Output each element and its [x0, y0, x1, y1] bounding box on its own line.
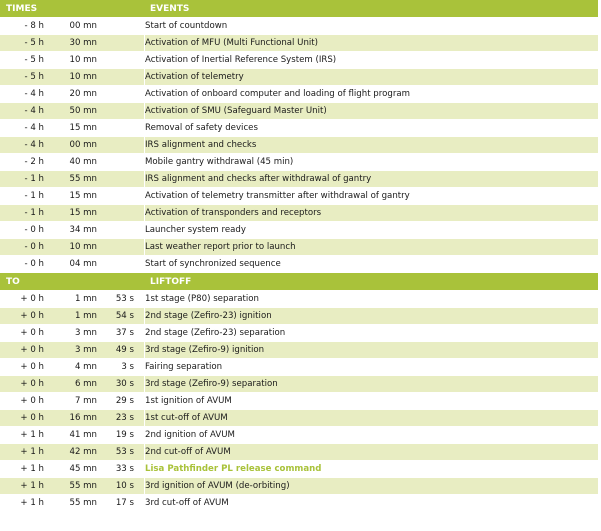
countdown-row	[0, 188, 598, 205]
time-seconds: 19 s	[97, 427, 134, 444]
flight-row	[0, 291, 598, 308]
header-gap	[134, 273, 144, 291]
time-seconds	[97, 103, 134, 120]
time-hours: + 0 h	[0, 325, 44, 342]
event-text: 2nd stage (Zefiro-23) ignition	[144, 308, 598, 325]
countdown-row	[0, 137, 598, 154]
event-text: Activation of Inertial Reference System (IRS)	[144, 52, 598, 69]
column-gap	[134, 103, 144, 120]
time-hours: + 0 h	[0, 376, 44, 393]
time-hours: + 1 h	[0, 461, 44, 478]
time-minutes: 50 mn	[44, 103, 97, 120]
event-text: 2nd cut-off of AVUM	[144, 444, 598, 461]
time-hours: + 0 h	[0, 308, 44, 325]
column-gap	[134, 427, 144, 444]
time-hours: - 4 h	[0, 120, 44, 137]
time-hours: - 0 h	[0, 239, 44, 256]
time-minutes: 00 mn	[44, 137, 97, 154]
time-hours: + 0 h	[0, 359, 44, 376]
event-text: Activation of transponders and receptors	[144, 205, 598, 222]
column-gap	[134, 461, 144, 478]
time-seconds: 17 s	[97, 495, 134, 512]
flight-row	[0, 376, 598, 393]
time-hours: - 8 h	[0, 18, 44, 35]
time-seconds	[97, 188, 134, 205]
countdown-row	[0, 18, 598, 35]
event-text: Last weather report prior to launch	[144, 239, 598, 256]
time-hours: - 5 h	[0, 52, 44, 69]
countdown-row	[0, 52, 598, 69]
flight-row	[0, 461, 598, 478]
flight-row	[0, 342, 598, 359]
liftoff-header: LIFTOFF	[144, 273, 598, 291]
time-minutes: 04 mn	[44, 256, 97, 273]
time-seconds	[97, 154, 134, 171]
time-seconds: 54 s	[97, 308, 134, 325]
event-text: 1st ignition of AVUM	[144, 393, 598, 410]
countdown-row	[0, 154, 598, 171]
time-hours: - 1 h	[0, 205, 44, 222]
countdown-row	[0, 239, 598, 256]
column-gap	[134, 376, 144, 393]
time-hours: + 0 h	[0, 410, 44, 427]
countdown-row	[0, 205, 598, 222]
event-text: 1st stage (P80) separation	[144, 291, 598, 308]
event-text: Activation of telemetry transmitter after withdrawal of gantry	[144, 188, 598, 205]
section-header-row	[0, 273, 598, 291]
time-seconds: 49 s	[97, 342, 134, 359]
highlighted-event-text: Lisa Pathfinder PL release command	[144, 461, 598, 478]
time-hours: + 0 h	[0, 342, 44, 359]
time-minutes: 45 mn	[44, 461, 97, 478]
column-gap	[134, 52, 144, 69]
event-text: Start of synchronized sequence	[144, 256, 598, 273]
time-minutes: 15 mn	[44, 120, 97, 137]
time-minutes: 6 mn	[44, 376, 97, 393]
event-text: 1st cut-off of AVUM	[144, 410, 598, 427]
time-seconds: 23 s	[97, 410, 134, 427]
column-gap	[134, 137, 144, 154]
column-gap	[134, 239, 144, 256]
event-text: 2nd stage (Zefiro-23) separation	[144, 325, 598, 342]
event-text: IRS alignment and checks after withdrawal of gantry	[144, 171, 598, 188]
time-minutes: 30 mn	[44, 35, 97, 52]
column-gap	[134, 342, 144, 359]
time-minutes: 10 mn	[44, 52, 97, 69]
event-text: Activation of MFU (Multi Functional Unit)	[144, 35, 598, 52]
flight-row	[0, 359, 598, 376]
time-hours: - 4 h	[0, 137, 44, 154]
time-minutes: 4 mn	[44, 359, 97, 376]
column-gap	[134, 222, 144, 239]
column-gap	[134, 393, 144, 410]
column-gap	[134, 18, 144, 35]
time-seconds	[97, 18, 134, 35]
time-minutes: 15 mn	[44, 205, 97, 222]
countdown-row	[0, 171, 598, 188]
column-gap	[134, 495, 144, 512]
countdown-row	[0, 103, 598, 120]
event-text: IRS alignment and checks	[144, 137, 598, 154]
time-minutes: 20 mn	[44, 86, 97, 103]
column-gap	[134, 308, 144, 325]
time-minutes: 42 mn	[44, 444, 97, 461]
column-gap	[134, 410, 144, 427]
time-hours: + 1 h	[0, 427, 44, 444]
time-seconds	[97, 239, 134, 256]
column-gap	[134, 359, 144, 376]
time-seconds	[97, 52, 134, 69]
time-hours: + 0 h	[0, 393, 44, 410]
column-gap	[134, 205, 144, 222]
time-minutes: 40 mn	[44, 154, 97, 171]
time-minutes: 10 mn	[44, 69, 97, 86]
time-hours: - 1 h	[0, 188, 44, 205]
header-gap	[134, 0, 144, 18]
time-minutes: 1 mn	[44, 308, 97, 325]
event-text: Activation of telemetry	[144, 69, 598, 86]
event-text: 3rd stage (Zefiro-9) separation	[144, 376, 598, 393]
countdown-row	[0, 69, 598, 86]
time-seconds: 10 s	[97, 478, 134, 495]
time-seconds	[97, 86, 134, 103]
time-seconds	[97, 222, 134, 239]
countdown-row	[0, 222, 598, 239]
countdown-row	[0, 256, 598, 273]
time-seconds	[97, 35, 134, 52]
time-minutes: 00 mn	[44, 18, 97, 35]
time-hours: - 5 h	[0, 69, 44, 86]
countdown-row	[0, 120, 598, 137]
flight-row	[0, 478, 598, 495]
flight-row	[0, 410, 598, 427]
time-seconds: 53 s	[97, 291, 134, 308]
time-minutes: 10 mn	[44, 239, 97, 256]
flight-row	[0, 325, 598, 342]
time-seconds	[97, 256, 134, 273]
time-hours: - 1 h	[0, 171, 44, 188]
events-header: EVENTS	[144, 0, 598, 18]
time-seconds	[97, 137, 134, 154]
column-gap	[134, 188, 144, 205]
event-text: 3rd stage (Zefiro-9) ignition	[144, 342, 598, 359]
time-minutes: 3 mn	[44, 325, 97, 342]
time-seconds: 33 s	[97, 461, 134, 478]
event-text: 3rd cut-off of AVUM	[144, 495, 598, 512]
column-gap	[134, 35, 144, 52]
column-gap	[134, 120, 144, 137]
event-text: 3rd ignition of AVUM (de-orbiting)	[144, 478, 598, 495]
time-hours: + 1 h	[0, 478, 44, 495]
time-hours: - 0 h	[0, 222, 44, 239]
time-hours: + 1 h	[0, 444, 44, 461]
time-minutes: 15 mn	[44, 188, 97, 205]
time-minutes: 41 mn	[44, 427, 97, 444]
column-gap	[134, 69, 144, 86]
flight-row	[0, 427, 598, 444]
event-text: Activation of SMU (Safeguard Master Unit)	[144, 103, 598, 120]
time-seconds: 3 s	[97, 359, 134, 376]
time-seconds: 53 s	[97, 444, 134, 461]
time-seconds: 29 s	[97, 393, 134, 410]
flight-row	[0, 495, 598, 512]
time-minutes: 3 mn	[44, 342, 97, 359]
column-gap	[134, 86, 144, 103]
time-minutes: 1 mn	[44, 291, 97, 308]
countdown-row	[0, 35, 598, 52]
flight-row	[0, 393, 598, 410]
column-gap	[134, 171, 144, 188]
time-hours: + 0 h	[0, 291, 44, 308]
time-minutes: 55 mn	[44, 478, 97, 495]
time-hours: - 4 h	[0, 103, 44, 120]
time-minutes: 16 mn	[44, 410, 97, 427]
column-gap	[134, 478, 144, 495]
time-hours: - 0 h	[0, 256, 44, 273]
time-minutes: 55 mn	[44, 171, 97, 188]
times-header: TIMES	[0, 0, 134, 18]
time-minutes: 34 mn	[44, 222, 97, 239]
event-text: Mobile gantry withdrawal (45 min)	[144, 154, 598, 171]
column-gap	[134, 325, 144, 342]
event-text: Fairing separation	[144, 359, 598, 376]
time-hours: + 1 h	[0, 495, 44, 512]
time-hours: - 4 h	[0, 86, 44, 103]
time-minutes: 7 mn	[44, 393, 97, 410]
event-text: Removal of safety devices	[144, 120, 598, 137]
section-header-row	[0, 0, 598, 18]
time-seconds: 30 s	[97, 376, 134, 393]
time-minutes: 55 mn	[44, 495, 97, 512]
flight-row	[0, 308, 598, 325]
time-seconds	[97, 120, 134, 137]
time-hours: - 5 h	[0, 35, 44, 52]
time-seconds: 37 s	[97, 325, 134, 342]
event-text: Launcher system ready	[144, 222, 598, 239]
event-text: Start of countdown	[144, 18, 598, 35]
time-seconds	[97, 69, 134, 86]
flight-row	[0, 444, 598, 461]
column-gap	[134, 291, 144, 308]
time-hours: - 2 h	[0, 154, 44, 171]
event-text: 2nd ignition of AVUM	[144, 427, 598, 444]
time-seconds	[97, 171, 134, 188]
to-header: TO	[0, 273, 134, 291]
event-text: Activation of onboard computer and loading of flight program	[144, 86, 598, 103]
time-seconds	[97, 205, 134, 222]
column-gap	[134, 444, 144, 461]
countdown-row	[0, 86, 598, 103]
column-gap	[134, 154, 144, 171]
column-gap	[134, 256, 144, 273]
